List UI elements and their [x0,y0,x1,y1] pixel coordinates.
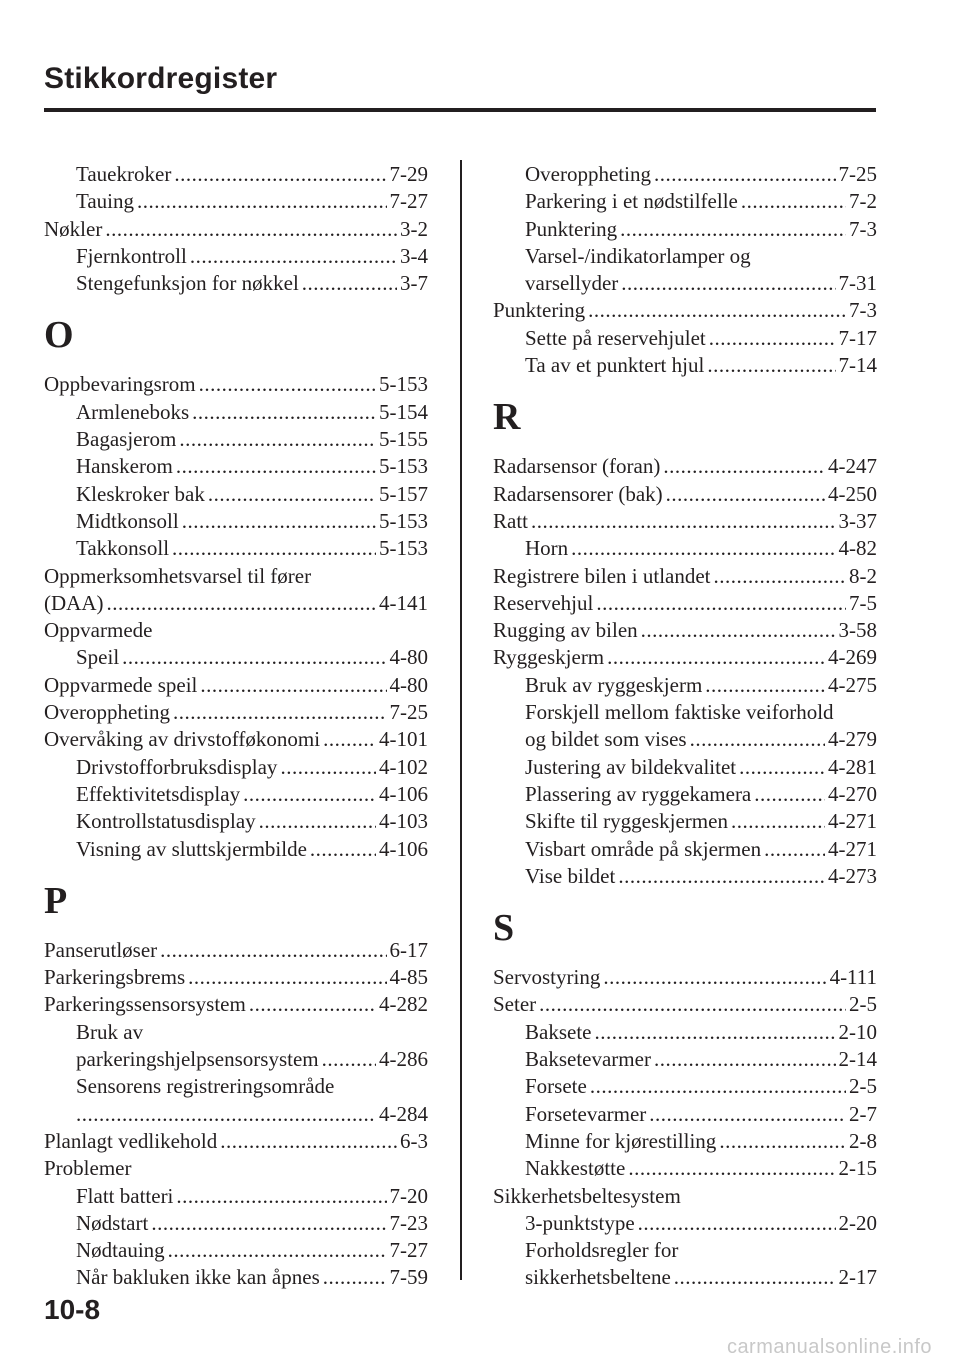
dot-leader [176,1183,386,1210]
entry-term: Takkonsoll [76,536,170,561]
entry-page-ref: 2-5 [849,992,877,1017]
entry-term: Effektivitetsdisplay [76,781,241,806]
dot-leader [690,726,825,753]
entry-term: Oppmerksomhetsvarsel til fører [44,563,312,588]
entry-term: Kleskroker bak [76,481,205,506]
entry-term: Forholdsregler for [525,1238,679,1263]
entry-term: Plassering av ryggekamera [525,781,752,806]
entry-term: Visning av sluttskjermbilde [76,836,307,861]
page-number: 10-8 [44,1294,101,1325]
entry-term: Tauekroker [76,162,172,186]
dot-leader [539,991,846,1018]
entry-page-ref: 2-5 [849,1074,877,1099]
entry-page-ref: 4-101 [379,727,428,752]
section-letter: S [493,907,515,950]
section-letter: P [44,879,68,922]
entry-page-ref: 5-153 [379,508,428,533]
dot-leader [182,508,376,535]
index-entry [44,508,428,535]
entry-page-ref: 4-286 [379,1047,428,1072]
dot-leader [709,325,836,352]
entry-term: Parkering i et nødstilfelle [525,189,738,214]
entry-page-ref: 4-111 [829,965,877,990]
entry-term: og bildet som vises [525,727,687,752]
entry-page-ref: 7-3 [849,298,877,323]
dot-leader [531,508,836,535]
entry-term: Horn [525,536,569,561]
index-entry [44,453,428,480]
index-entry [44,1128,428,1155]
dot-leader [188,964,386,991]
index-entry [44,481,428,508]
entry-page-ref: 4-80 [389,672,428,697]
index-entry [44,808,428,835]
entry-term: Baksete [525,1019,592,1044]
entry-term: Ta av et punktert hjul [525,353,705,378]
entry-term: Panserutløser [44,937,158,962]
index-entry [493,590,877,617]
index-entry [493,781,877,808]
index-entry [44,371,428,398]
entry-page-ref: 4-273 [828,863,877,888]
entry-term: varsellyder [525,271,619,296]
header-rule [44,108,876,112]
index-entry [493,1155,877,1182]
entry-term: Parkeringsbrems [44,965,186,990]
index-entry [44,754,428,781]
index-entry [44,1237,428,1264]
dot-leader [243,781,376,808]
index-entry [493,672,877,699]
section-letter: O [44,314,74,357]
entry-term: Overvåking av drivstofføkonomi [44,727,321,752]
index-entry [44,590,428,617]
dot-leader [168,1237,387,1264]
entry-term: Forsete [525,1074,587,1099]
dot-leader [249,991,376,1018]
entry-page-ref: 4-247 [828,454,877,479]
entry-page-ref: 5-153 [379,536,428,561]
dot-leader [741,188,846,215]
entry-term: Ryggeskjerm [493,645,605,670]
index-entry [44,270,428,297]
index-entry [493,243,877,270]
entry-term: Oppvarmede [44,618,153,643]
dot-leader [105,216,397,243]
entry-term: Tauing [76,189,135,214]
dot-leader [588,297,846,324]
entry-term: Midtkonsoll [76,508,179,533]
dot-leader [705,672,825,699]
index-entry [493,863,877,890]
entry-term: Seter [493,992,537,1017]
index-entry [493,1019,877,1046]
dot-leader [192,399,376,426]
dot-leader [323,1264,387,1291]
entry-page-ref: 4-80 [389,645,428,670]
index-entry [493,1073,877,1100]
entry-page-ref: 5-154 [379,399,428,424]
entry-page-ref: 2-14 [838,1047,877,1072]
entry-term: Parkeringssensorsystem [44,992,246,1017]
entry-term: Oppbevaringsrom [44,372,196,397]
entry-page-ref: 7-17 [838,325,877,350]
dot-leader [674,1264,836,1291]
index-entry [44,726,428,753]
entry-term: Justering av bildekvalitet [525,754,737,779]
index-entry [493,188,877,215]
entry-term: Baksetevarmer [525,1047,651,1072]
dot-leader [754,781,825,808]
index-entry [493,964,877,991]
entry-page-ref: 5-157 [379,481,428,506]
entry-term: Skifte til ryggeskjermen [525,809,728,834]
index-entry [493,563,877,590]
entry-page-ref: 3-4 [400,243,428,268]
entry-page-ref: 4-275 [828,672,877,697]
dot-leader [122,644,386,671]
dot-leader [76,1101,376,1128]
index-entry [44,1019,428,1046]
entry-term: parkeringshjelpsensorsystem [76,1047,319,1072]
entry-term: Ratt [493,508,528,533]
dot-leader [628,1155,835,1182]
entry-page-ref: 4-281 [828,754,877,779]
dot-leader [638,1210,836,1237]
dot-leader [739,754,825,781]
dot-leader [208,481,376,508]
entry-page-ref: 8-2 [849,563,877,588]
dot-leader [200,672,386,699]
column-divider [460,160,462,1280]
dot-leader [323,726,376,753]
index-entry [44,1155,428,1182]
entry-term: Radarsensor (foran) [493,454,661,479]
dot-leader [641,617,836,644]
index-entry [44,243,428,270]
entry-term: (DAA) [44,590,104,615]
entry-page-ref: 4-284 [379,1101,428,1126]
entry-term: Minne for kjørestilling [525,1128,717,1153]
entry-page-ref: 4-250 [828,481,877,506]
entry-term: Kontrollstatusdisplay [76,809,256,834]
dot-leader [649,1101,846,1128]
index-entry [44,1101,428,1128]
entry-page-ref: 7-29 [389,162,428,186]
entry-page-ref: 5-155 [379,427,428,452]
index-entry [493,836,877,863]
entry-term: Nøkler [44,216,103,241]
dot-leader [160,937,386,964]
index-entry [44,699,428,726]
dot-leader [618,863,825,890]
index-entry [493,808,877,835]
entry-term: Punktering [493,298,586,323]
index-entry [493,1128,877,1155]
entry-page-ref: 2-10 [838,1019,877,1044]
entry-term: Når bakluken ikke kan åpnes [76,1265,320,1290]
dot-leader [620,216,846,243]
entry-term: Oppvarmede speil [44,672,198,697]
dot-leader [596,590,846,617]
index-entry [44,399,428,426]
entry-term: Reservehjul [493,590,594,615]
index-entry [493,726,877,753]
index-entry [44,1210,428,1237]
entry-page-ref: 4-103 [379,809,428,834]
index-entry [493,991,877,1018]
dot-leader [603,964,826,991]
entry-page-ref: 4-271 [828,836,877,861]
entry-page-ref: 3-7 [400,271,428,296]
entry-page-ref: 7-14 [838,353,877,378]
entry-page-ref: 6-3 [400,1128,428,1153]
page-title: Stikkordregister [44,62,278,95]
entry-term: Forskjell mellom faktiske veiforhold [525,700,834,725]
entry-term: Radarsensorer (bak) [493,481,663,506]
dot-leader [137,188,386,215]
index-entry [493,297,877,324]
dot-leader [571,535,835,562]
entry-page-ref: 6-17 [389,937,428,962]
entry-term: Registrere bilen i utlandet [493,563,711,588]
entry-term: Rugging av bilen [493,618,638,643]
entry-term: Sensorens registreringsområde [76,1074,335,1099]
index-entry [493,508,877,535]
index-column-left [44,161,428,1292]
entry-term: Flatt batteri [76,1183,174,1208]
dot-leader [173,699,387,726]
index-entry [493,535,877,562]
index-entry [44,991,428,1018]
index-entry [44,535,428,562]
entry-term: Bagasjerom [76,427,177,452]
entry-page-ref: 7-25 [838,162,877,186]
dot-leader [654,161,836,188]
entry-page-ref: 4-270 [828,781,877,806]
index-entry [44,781,428,808]
index-entry [44,1183,428,1210]
dot-leader [280,754,376,781]
dot-leader [707,352,835,379]
entry-page-ref: 2-20 [838,1210,877,1235]
index-entry [493,216,877,243]
index-entry [44,216,428,243]
entry-page-ref: 7-2 [849,189,877,214]
entry-term: Planlagt vedlikehold [44,1128,218,1153]
entry-page-ref: 5-153 [379,454,428,479]
index-entry [44,644,428,671]
dot-leader [607,644,825,671]
index-entry [44,188,428,215]
dot-leader [663,453,825,480]
dot-leader [594,1019,835,1046]
entry-term: Fjernkontroll [76,243,187,268]
index-entry [493,270,877,297]
index-entry [493,161,877,188]
entry-term: sikkerhetsbeltene [525,1265,671,1290]
watermark: carmanualsonline.info [726,1336,932,1358]
dot-leader [322,1046,376,1073]
dot-leader [176,453,376,480]
entry-term: Sette på reservehjulet [525,325,706,350]
entry-page-ref: 4-282 [379,992,428,1017]
entry-page-ref: 2-8 [849,1128,877,1153]
index-entry [493,617,877,644]
entry-page-ref: 7-25 [389,700,428,725]
index-entry [44,836,428,863]
dot-leader [764,836,825,863]
index-entry [493,1237,877,1264]
entry-page-ref: 3-2 [400,216,428,241]
entry-page-ref: 2-17 [838,1265,877,1290]
entry-page-ref: 7-59 [389,1265,428,1290]
index-entry [493,1210,877,1237]
entry-term: 3-punktstype [525,1210,635,1235]
index-entry [44,1046,428,1073]
dot-leader [666,481,825,508]
entry-page-ref: 4-85 [389,965,428,990]
entry-page-ref: 3-58 [838,618,877,643]
entry-term: Bruk av ryggeskjerm [525,672,703,697]
entry-term: Varsel-/indikatorlamper og [525,243,751,268]
index-entry [44,617,428,644]
entry-term: Nødstart [76,1210,149,1235]
entry-page-ref: 4-106 [379,836,428,861]
dot-leader [179,426,376,453]
index-entry [493,1264,877,1291]
entry-term: Drivstofforbruksdisplay [76,754,278,779]
dot-leader [220,1128,397,1155]
entry-page-ref: 4-271 [828,809,877,834]
entry-term: Servostyring [493,965,601,990]
dot-leader [621,270,835,297]
entry-page-ref: 3-37 [838,508,877,533]
entry-term: Nakkestøtte [525,1156,626,1181]
index-entry [44,563,428,590]
entry-term: Bruk av [76,1019,144,1044]
entry-term: Vise bildet [525,863,616,888]
index-entry [44,161,428,188]
index-entry [493,754,877,781]
entry-page-ref: 2-7 [849,1101,877,1126]
entry-page-ref: 4-141 [379,590,428,615]
index-entry [44,964,428,991]
entry-page-ref: 4-279 [828,727,877,752]
entry-term: Speil [76,645,120,670]
index-entry [493,644,877,671]
index-entry [493,453,877,480]
dot-leader [731,808,825,835]
index-entry [493,1046,877,1073]
dot-leader [259,808,376,835]
entry-page-ref: 7-27 [389,1238,428,1263]
entry-page-ref: 7-20 [389,1183,428,1208]
entry-term: Overoppheting [525,162,651,186]
entry-page-ref: 7-3 [849,216,877,241]
index-column-right [493,161,877,1292]
index-entry [493,325,877,352]
dot-leader [654,1046,836,1073]
index-entry [493,1101,877,1128]
entry-term: Overoppheting [44,700,170,725]
entry-term: Stengefunksjon for nøkkel [76,271,299,296]
index-entry [44,1073,428,1100]
entry-term: Punktering [525,216,618,241]
dot-leader [172,535,376,562]
entry-page-ref: 7-31 [838,271,877,296]
entry-page-ref: 2-15 [838,1156,877,1181]
dot-leader [714,563,846,590]
index-entry [493,352,877,379]
entry-page-ref: 5-153 [379,372,428,397]
dot-leader [310,836,376,863]
entry-page-ref: 4-269 [828,645,877,670]
index-entry [493,699,877,726]
entry-term: Hanskerom [76,454,173,479]
entry-page-ref: 7-5 [849,590,877,615]
index-entry [44,672,428,699]
dot-leader [590,1073,846,1100]
index-entry [493,1183,877,1210]
entry-term: Nødtauing [76,1238,165,1263]
index-entry [44,426,428,453]
entry-term: Visbart område på skjermen [525,836,762,861]
index-entry [44,937,428,964]
entry-page-ref: 4-82 [838,536,877,561]
index-entry [44,1264,428,1291]
entry-term: Problemer [44,1156,132,1181]
dot-leader [302,270,397,297]
dot-leader [151,1210,386,1237]
entry-term: Forsetevarmer [525,1101,647,1126]
entry-page-ref: 7-27 [389,189,428,214]
index-entry [493,481,877,508]
dot-leader [190,243,397,270]
entry-page-ref: 7-23 [389,1210,428,1235]
entry-term: Armleneboks [76,399,190,424]
entry-term: Sikkerhetsbeltesystem [493,1183,681,1208]
section-letter: R [493,396,521,439]
dot-leader [174,161,386,188]
dot-leader [199,371,376,398]
entry-page-ref: 4-106 [379,781,428,806]
dot-leader [719,1128,846,1155]
entry-page-ref: 4-102 [379,754,428,779]
dot-leader [106,590,376,617]
